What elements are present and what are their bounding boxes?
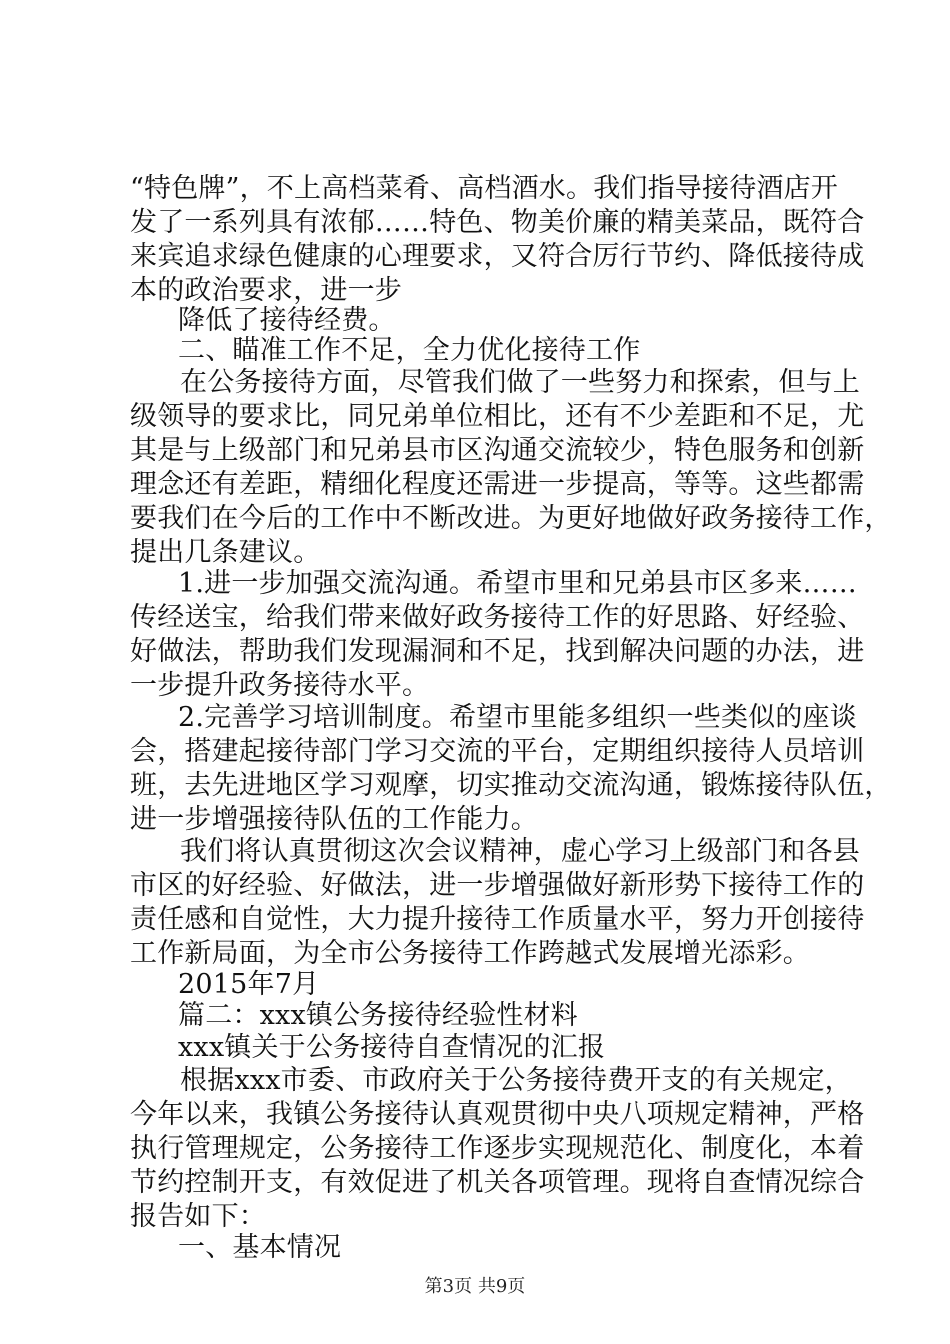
section-heading: 一、基本情况 — [178, 1232, 342, 1263]
body-text-line: 根据xxx市委、市政府关于公务接待费开支的有关规定， — [180, 1065, 852, 1096]
body-text-line: 降低了接待经费。 — [178, 305, 396, 336]
body-text-line: 班，去先进地区学习观摩，切实推动交流沟通，锻炼接待队伍， — [130, 770, 892, 801]
body-text-line: 一步提升政务接待水平。 — [130, 670, 430, 701]
body-text-line: 市区的好经验、好做法，进一步增强做好新形势下接待工作的 — [130, 870, 865, 901]
body-text-line: 我们将认真贯彻这次会议精神，虚心学习上级部门和各县 — [180, 836, 860, 867]
body-text-line: 理念还有差距，精细化程度还需进一步提高，等等。这些都需 — [130, 469, 865, 500]
body-text-line: 今年以来，我镇公务接待认真观贯彻中央八项规定精神，严格 — [130, 1099, 865, 1130]
list-item-text: 1.进一步加强交流沟通。希望市里和兄弟县市区多来…… — [178, 568, 857, 599]
body-text-line: 会，搭建起接待部门学习交流的平台，定期组织接待人员培训 — [130, 736, 865, 767]
date-line: 2015年7月 — [178, 969, 320, 1000]
section-heading: 二、瞄准工作不足，全力优化接待工作 — [178, 335, 641, 366]
body-text-line: 其是与上级部门和兄弟县市区沟通交流较少，特色服务和创新 — [130, 435, 865, 466]
body-text-line: 责任感和自觉性，大力提升接待工作质量水平，努力开创接待 — [130, 904, 865, 935]
body-text-line: 发了一系列具有浓郁……特色、物美价廉的精美菜品，既符合 — [130, 207, 865, 238]
body-text-line: 好做法，帮助我们发现漏洞和不足，找到解决问题的办法，进 — [130, 636, 865, 667]
body-text-line: 提出几条建议。 — [130, 537, 321, 568]
body-text-line: 本的政治要求，进一步 — [130, 275, 402, 306]
body-text-line: 节约控制开支，有效促进了机关各项管理。现将自查情况综合 — [130, 1167, 865, 1198]
list-item-text: 2.完善学习培训制度。希望市里能多组织一些类似的座谈 — [178, 702, 857, 733]
body-text-line: “特色牌”，不上高档菜肴、高档酒水。我们指导接待酒店开 — [130, 173, 839, 204]
body-text-line: 工作新局面，为全市公务接待工作跨越式发展增光添彩。 — [130, 938, 810, 969]
body-text-line: 执行管理规定，公务接待工作逐步实现规范化、制度化，本着 — [130, 1133, 865, 1164]
document-title: xxx镇关于公务接待自查情况的汇报 — [178, 1032, 606, 1063]
body-text-line: 来宾追求绿色健康的心理要求，又符合厉行节约、降低接待成 — [130, 241, 865, 272]
body-text-line: 在公务接待方面，尽管我们做了一些努力和探索，但与上 — [180, 367, 860, 398]
body-text-line: 传经送宝，给我们带来做好政务接待工作的好思路、好经验、 — [130, 602, 865, 633]
section-heading: 篇二：xxx镇公务接待经验性材料 — [178, 1000, 578, 1031]
body-text-line: 级领导的要求比，同兄弟单位相比，还有不少差距和不足，尤 — [130, 401, 865, 432]
body-text-line: 报告如下： — [130, 1201, 266, 1232]
page-number-footer: 第3页 共9页 — [424, 1276, 526, 1297]
body-text-line: 要我们在今后的工作中不断改进。为更好地做好政务接待工作， — [130, 503, 892, 534]
body-text-line: 进一步增强接待队伍的工作能力。 — [130, 804, 538, 835]
